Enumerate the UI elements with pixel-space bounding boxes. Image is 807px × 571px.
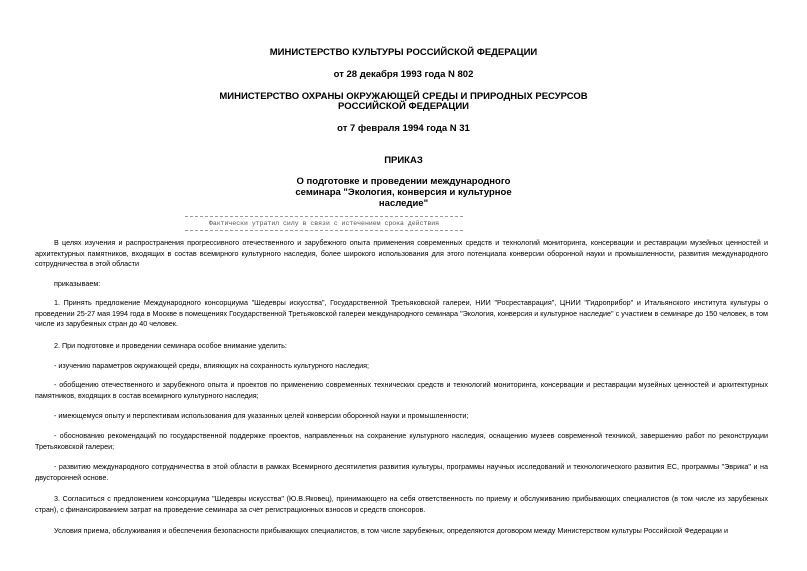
doc-type-heading: ПРИКАЗ bbox=[384, 155, 423, 166]
ministry-culture-heading: МИНИСТЕРСТВО КУЛЬТУРЫ РОССИЙСКОЙ ФЕДЕРАЦИИ bbox=[269, 47, 538, 58]
paragraph-item-3: 3. Согласиться с предложением консорциума "Шедевры искусства" (Ю.В.Яковец), принимающего на себя ответственность по приему и обслуживанию прибывающих специалистов (в том числе из зарубежных стран), с финансированием затрат на проведение семинара за счет регистрационных взносов и средств спонсоров. bbox=[35, 494, 768, 514]
ministry-environment-heading-line1: МИНИСТЕРСТВО ОХРАНЫ ОКРУЖАЮЩЕЙ СРЕДЫ И ПРИРОДНЫХ РЕСУРСОВ bbox=[219, 91, 588, 102]
paragraph-bullet-recommendations: - обоснованию рекомендаций по государственной поддержке проектов, направленных на сохранение культурного наследия, оснащению музеев современной техникой, завершению работ по реконструкции Третьяковской галереи; bbox=[35, 431, 768, 451]
doc-title-line2: семинара "Экология, конверсия и культурное bbox=[295, 187, 512, 198]
paragraph-bullet-technologies: - обобщению отечественного и зарубежного опыта и проектов по применению современных технических средств и технологий мониторинга, консервации и реставрации музейных ценностей и архитектурных памятников, входящих в состав всемирного культурного наследия; bbox=[35, 380, 768, 400]
paragraph-conditions: Условия приема, обслуживания и обеспечения безопасности прибывающих специалистов, в том числе зарубежных, определяются договором между Министерством культуры Российской Федерации и bbox=[54, 526, 728, 535]
paragraph-item-1: 1. Принять предложение Международного консорциума "Шедевры искусства", Государственной Третьяковской галереи, НИИ "Росреставрация", ЦНИИ "Гидроприбор" и Итальянского института культуры о проведении 25-27 мая 1994 года в Москве в помещениях Государственной Третьяковской галереи международного семинара "Экология, конверсия и культурное наследие" с участием в семинаре до 150 человек, в том числе из зарубежных стран до 40 человек. bbox=[35, 298, 768, 329]
order-date-2: от 7 февраля 1994 года N 31 bbox=[337, 123, 470, 134]
paragraph-preamble: В целях изучения и распространения прогрессивного отечественного и зарубежного опыта применения современных средств и технологий мониторинга, консервации и реставрации музейных ценностей и архитектурных памятников, входящих в состав всемирного культурного наследия, более широкого использования для этого потенциала конверсии оборонной науки и промышленности, развития международного сотрудничества в этой области bbox=[35, 238, 768, 269]
paragraph-bullet-conversion: - имеющемуся опыту и перспективам использования для указанных целей конверсии оборонной науки и промышленности; bbox=[54, 411, 469, 420]
paragraph-bullet-cooperation: - развитию международного сотрудничества в этой области в рамках Всемирного десятилетия развития культуры, программы научных исследований и технологического развития ЕС, программы "Эврика" и на двусторонней основе. bbox=[35, 462, 768, 482]
paragraph-bullet-environment: - изучению параметров окружающей среды, влияющих на сохранность культурного наследия; bbox=[54, 361, 369, 370]
doc-title-line1: О подготовке и проведении международного bbox=[296, 176, 511, 187]
status-note-top-rule bbox=[185, 216, 463, 217]
status-note-bottom-rule bbox=[185, 230, 463, 231]
doc-title-line3: наследие" bbox=[378, 198, 429, 209]
paragraph-item-2: 2. При подготовке и проведении семинара особое внимание уделить: bbox=[54, 341, 287, 350]
ministry-environment-heading-line2: РОССИЙСКОЙ ФЕДЕРАЦИИ bbox=[337, 101, 469, 112]
order-date-1: от 28 декабря 1993 года N 802 bbox=[333, 69, 474, 80]
status-note: Фактически утратил силу в связи с истечением срока действия bbox=[208, 220, 440, 227]
paragraph-order-word: приказываем: bbox=[54, 279, 101, 288]
